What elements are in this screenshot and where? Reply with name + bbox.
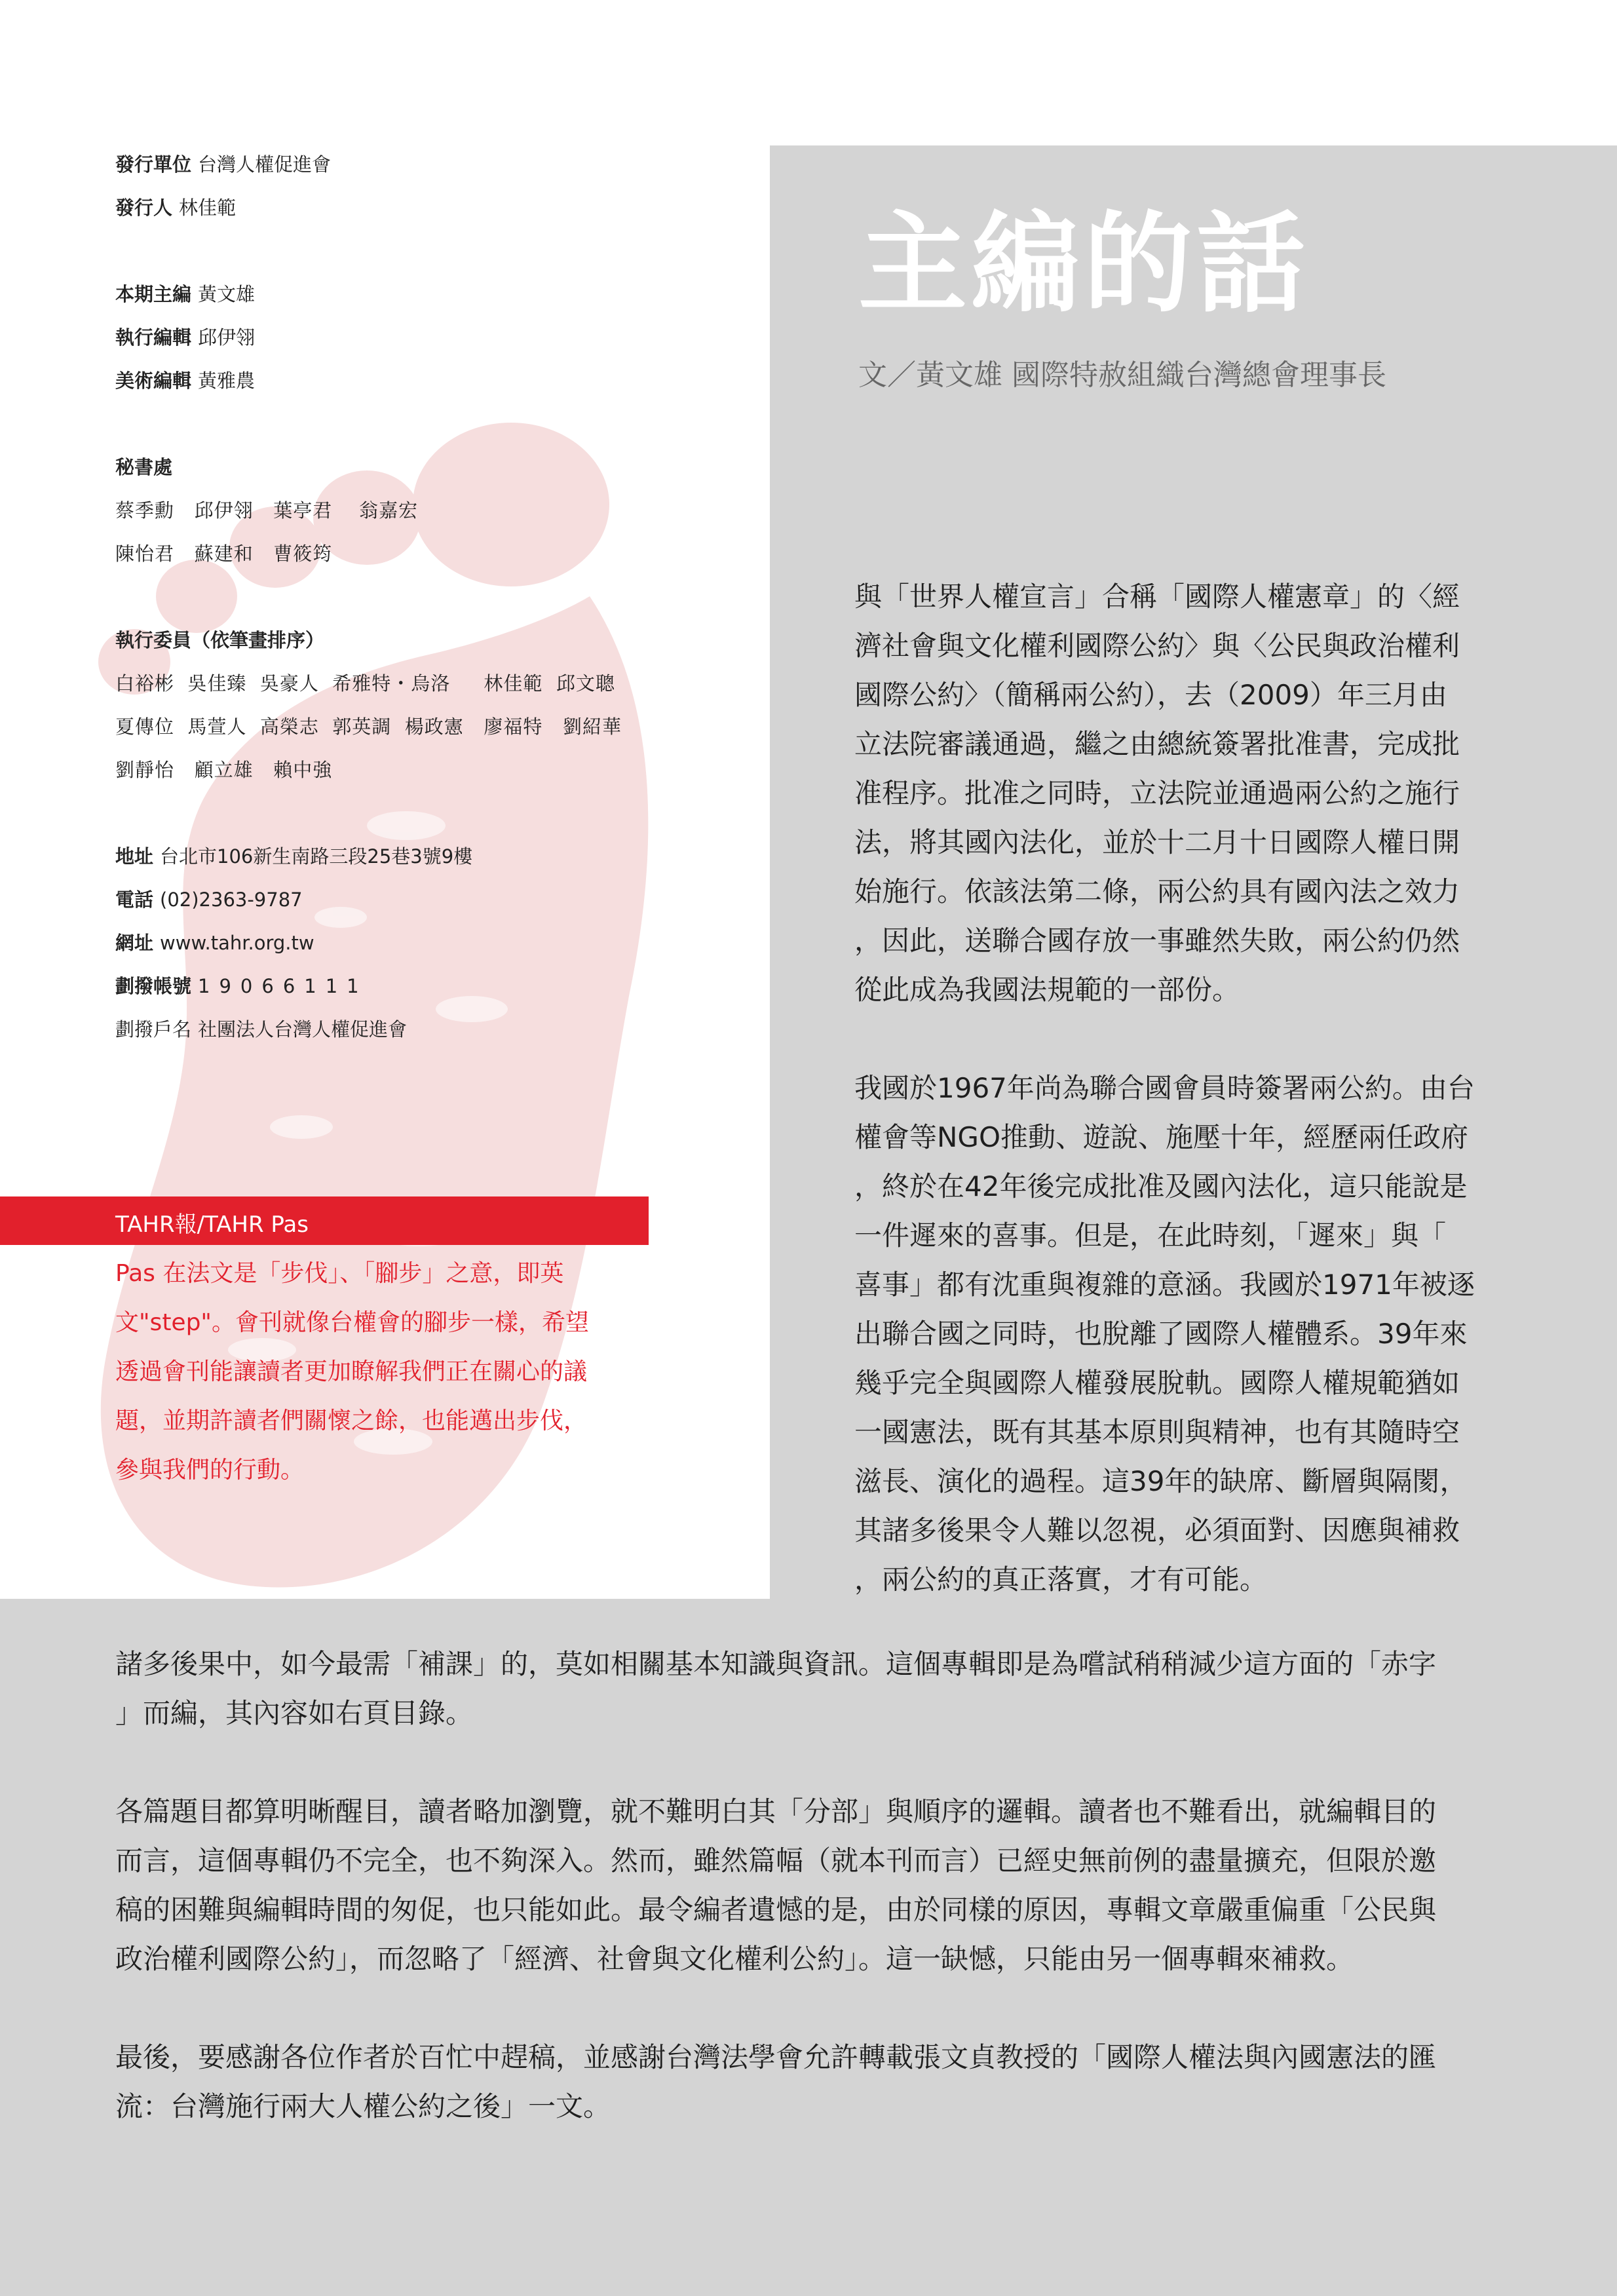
masthead-publisher: 發行人 林佳範 [115,197,237,219]
masthead-account: 劃撥帳號 19066111 [115,975,368,997]
body-line: 幾乎完全與國際人權發展脫軌。國際人權規範猶如 [854,1367,1460,1399]
body-line: 流：台灣施行兩大人權公約之後」一文。 [115,2090,611,2122]
body-line: 」而編，其內容如右頁目錄。 [115,1697,474,1729]
committee-title: 執行委員（依筆畫排序） [115,629,325,651]
body-line: 法，將其國內法化，並於十二月十日國際人權日開 [854,826,1460,858]
pas-line: Pas 在法文是「步伐」、「腳步」之意，即英 [115,1260,564,1287]
secretariat-title: 秘書處 [115,456,173,478]
body-line: 一件遲來的喜事。但是，在此時刻，「遲來」與「 [854,1219,1447,1252]
body-line: 而言，這個專輯仍不完全，也不夠深入。然而，雖然篇幅（就本刊而言）已經史無前例的盡量擴充，但限於邀 [115,1845,1437,1877]
body-line: 最後，要感謝各位作者於百忙中趕稿，並感謝台灣法學會允許轉載張文貞教授的「國際人權法與內國憲法的匯 [115,2041,1437,2073]
masthead-address: 地址 台北市106新生南路三段25巷3號9樓 [115,845,473,868]
body-line: 准程序。批准之同時，立法院並通過兩公約之施行 [854,777,1460,809]
masthead-chief-editor: 本期主編 黃文雄 [115,283,256,305]
body-line: 權會等NGO推動、遊說、施壓十年，經歷兩任政府 [854,1121,1469,1153]
body-line: 國際公約〉（簡稱兩公約），去（2009）年三月由 [854,679,1447,711]
body-line: 其諸多後果令人難以忽視，必須面對、因應與補救 [854,1514,1460,1546]
pas-description [115,1249,659,1495]
pas-heading-bar [0,1196,649,1245]
committee-line: 劉靜怡 顧立雄 賴中強 [115,759,333,781]
committee-line: 夏傳位 馬萱人 高榮志 郭英調 楊政憲 廖福特 劉紹華 [115,716,622,738]
body-line: ，兩公約的真正落實，才有可能。 [854,1563,1268,1596]
masthead-art-editor: 美術編輯 黃雅農 [115,370,256,392]
pas-line: 透過會刊能讓讀者更加瞭解我們正在關心的議 [115,1358,588,1385]
masthead-exec-editor: 執行編輯 邱伊翎 [115,326,256,349]
page-title: 主編的話 [858,201,1309,328]
body-line: 出聯合國之同時，也脫離了國際人權體系。39年來 [854,1318,1468,1350]
masthead-account-name: 劃撥戶名 社團法人台灣人權促進會 [115,1018,408,1041]
byline: 文／黃文雄 國際特赦組織台灣總會理事長 [858,358,1386,392]
committee-line: 白裕彬 吳佳臻 吳豪人 希雅特・烏洛 林佳範 邱文聰 [115,672,615,695]
secretariat-line: 陳怡君 蘇建和 曹筱筠 [115,543,333,565]
pas-heading: TAHR報/TAHR Pas [115,1212,309,1238]
masthead-publisher-unit: 發行單位 台灣人權促進會 [115,153,332,176]
body-line: 滋長、演化的過程。這39年的缺席、斷層與隔閡， [854,1465,1468,1497]
body-line: 一國憲法，既有其基本原則與精神，也有其隨時空 [854,1416,1460,1448]
masthead-phone: 電話 (02)2363-9787 [115,889,303,911]
pas-line: 題，並期許讀者們關懷之餘，也能邁出步伐， [115,1407,588,1434]
article-column [854,572,1549,1604]
body-line: 與「世界人權宣言」合稱「國際人權憲章」的〈經 [854,581,1460,613]
body-line: 我國於1967年尚為聯合國會員時簽署兩公約。由台 [854,1072,1475,1104]
body-line: 濟社會與文化權利國際公約〉與〈公民與政治權利 [854,630,1460,662]
secretariat-line: 蔡季勳 邱伊翎 葉亭君 翁嘉宏 [115,499,419,522]
pas-line: 文"step"。會刊就像台權會的腳步一樣，希望 [115,1309,589,1336]
masthead [115,143,692,1051]
body-line: 各篇題目都算明晰醒目，讀者略加瀏覽，就不難明白其「分部」與順序的邏輯。讀者也不難看出，就編輯目的 [115,1795,1437,1827]
body-line: ，因此，送聯合國存放一事雖然失敗，兩公約仍然 [854,925,1460,957]
body-line: 始施行。依該法第二條，兩公約具有國內法之效力 [854,875,1460,908]
body-line: 政治權利國際公約」，而忽略了「經濟、社會與文化權利公約」。這一缺憾，只能由另一個專輯來補救。 [115,1943,1354,1975]
body-line: 諸多後果中，如今最需「補課」的，莫如相關基本知識與資訊。這個專輯即是為嚐試稍稍減少這方面的「赤字 [115,1648,1437,1680]
body-line: 喜事」都有沈重與複雜的意涵。我國於1971年被逐 [854,1269,1475,1301]
body-line: 從此成為我國法規範的一部份。 [854,974,1240,1006]
body-line: 稿的困難與編輯時間的匆促，也只能如此。最令編者遺憾的是，由於同樣的原因，專輯文章嚴重偏重「公民與 [115,1894,1437,1926]
body-line: 立法院審議通過，繼之由總統簽署批准書，完成批 [854,728,1460,760]
pas-line: 參與我們的行動。 [115,1457,305,1483]
masthead-website: 網址 www.tahr.org.tw [115,932,314,954]
body-line: ，終於在42年後完成批准及國內法化，這只能說是 [854,1170,1468,1202]
article-full-width [115,1639,1524,2131]
